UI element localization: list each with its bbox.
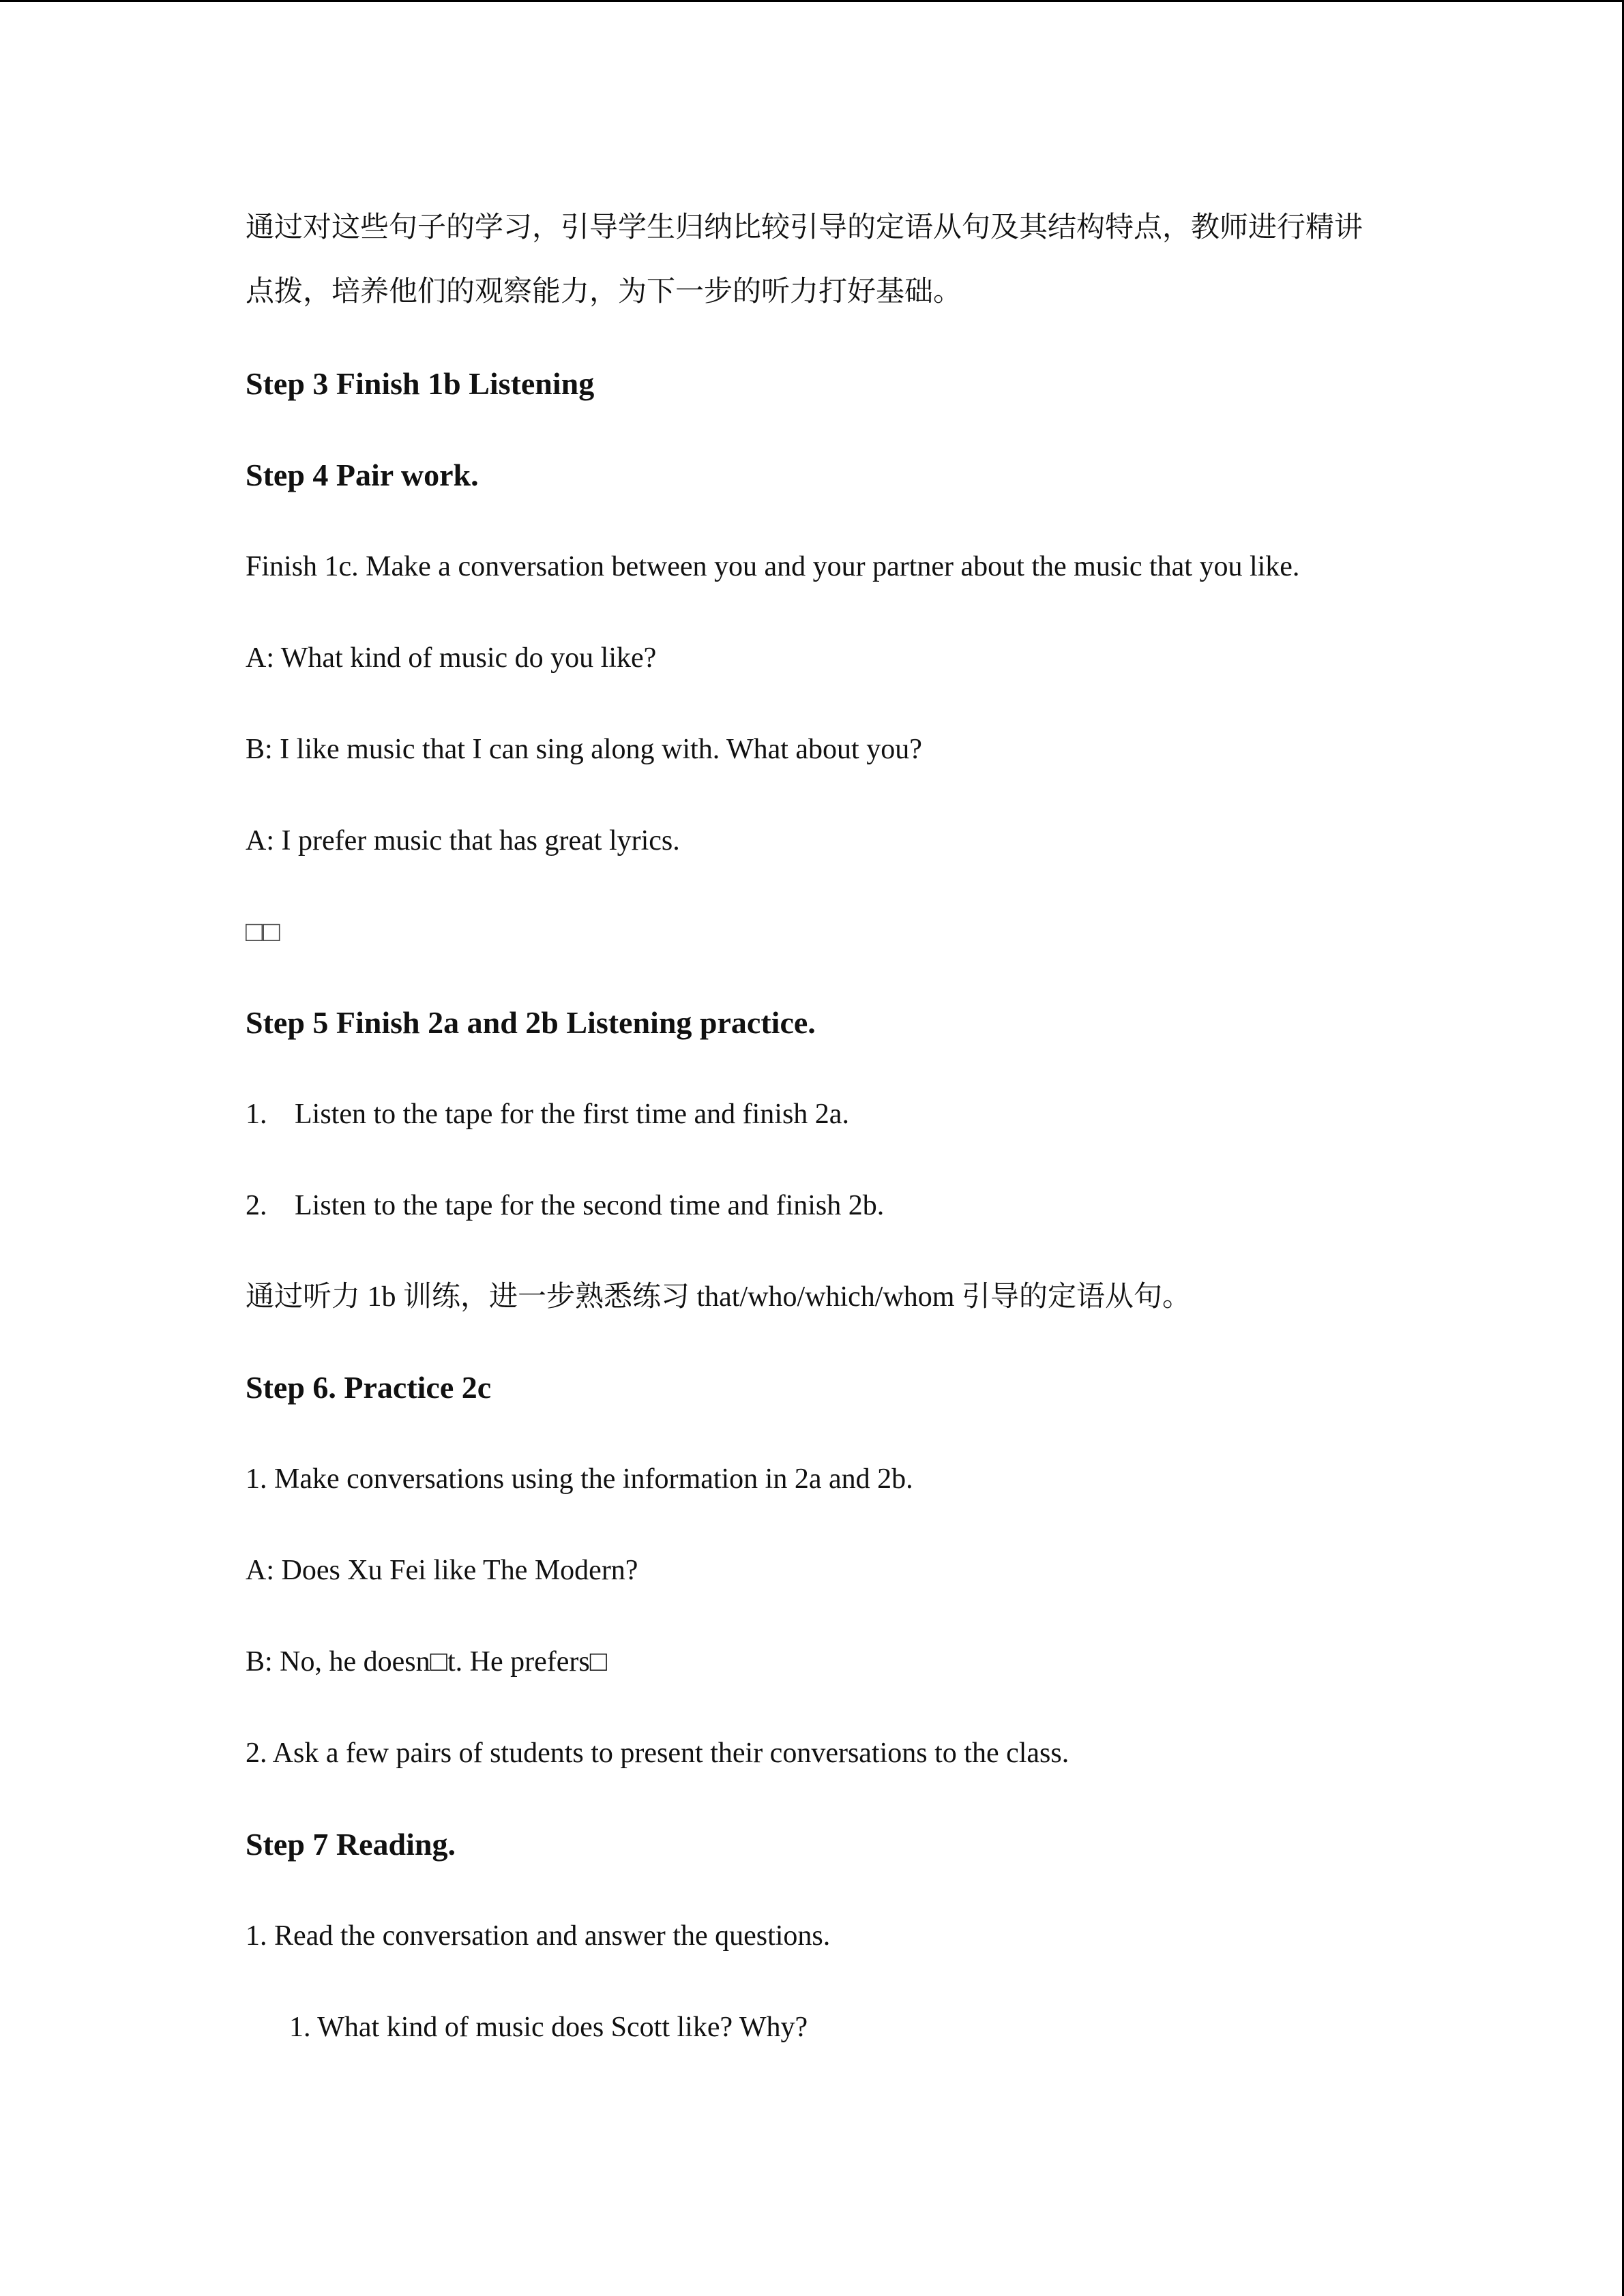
intro-line-2: 点拨，培养他们的观察能力，为下一步的听力打好基础。: [246, 276, 962, 308]
step4-instruction: Finish 1c. Make a conversation between you and your partner about the music that you like.: [246, 551, 1300, 582]
step4-dialog-line-3: A: I prefer music that has great lyrics.: [246, 825, 680, 856]
page-top-border: [0, 0, 1624, 2]
step6-item-2: 2. Ask a few pairs of students to present their conversations to the class.: [246, 1738, 1069, 1769]
step6-heading: Step 6. Practice 2c: [246, 1370, 492, 1405]
step5-list-item: [246, 1095, 849, 1133]
step5-list-item: [246, 1187, 884, 1225]
step5-note: 通过听力 1b 训练，进一步熟悉练习 that/who/which/whom 引导的定语从句。: [246, 1281, 1191, 1313]
intro-line-1: 通过对这些句子的学习，引导学生归纳比较引导的定语从句及其结构特点，教师进行精讲: [246, 212, 1363, 243]
step6-dialog-line-2: B: No, he doesn□t. He prefers□: [246, 1646, 608, 1678]
step5-heading: Step 5 Finish 2a and 2b Listening practice.: [246, 1005, 816, 1040]
placeholder-glyphs: □□: [246, 916, 280, 948]
step4-dialog-line-2: B: I like music that I can sing along with. What about you?: [246, 734, 922, 765]
step6-item-1: 1. Make conversations using the information in 2a and 2b.: [246, 1463, 913, 1495]
list-number: 2.: [246, 1190, 267, 1221]
list-text: Listen to the tape for the first time and finish 2a.: [295, 1099, 849, 1130]
step4-heading: Step 4 Pair work.: [246, 458, 479, 492]
step7-item-1: 1. Read the conversation and answer the questions.: [246, 1920, 831, 1952]
list-text: Listen to the tape for the second time and finish 2b.: [295, 1190, 885, 1221]
step6-dialog-line-1: A: Does Xu Fei like The Modern?: [246, 1555, 638, 1586]
step3-heading: Step 3 Finish 1b Listening: [246, 366, 595, 401]
step7-subitem-1: 1. What kind of music does Scott like? Why?: [289, 2012, 808, 2043]
list-number: 1.: [246, 1099, 267, 1130]
step7-heading: Step 7 Reading.: [246, 1827, 456, 1862]
step4-dialog-line-1: A: What kind of music do you like?: [246, 642, 657, 674]
